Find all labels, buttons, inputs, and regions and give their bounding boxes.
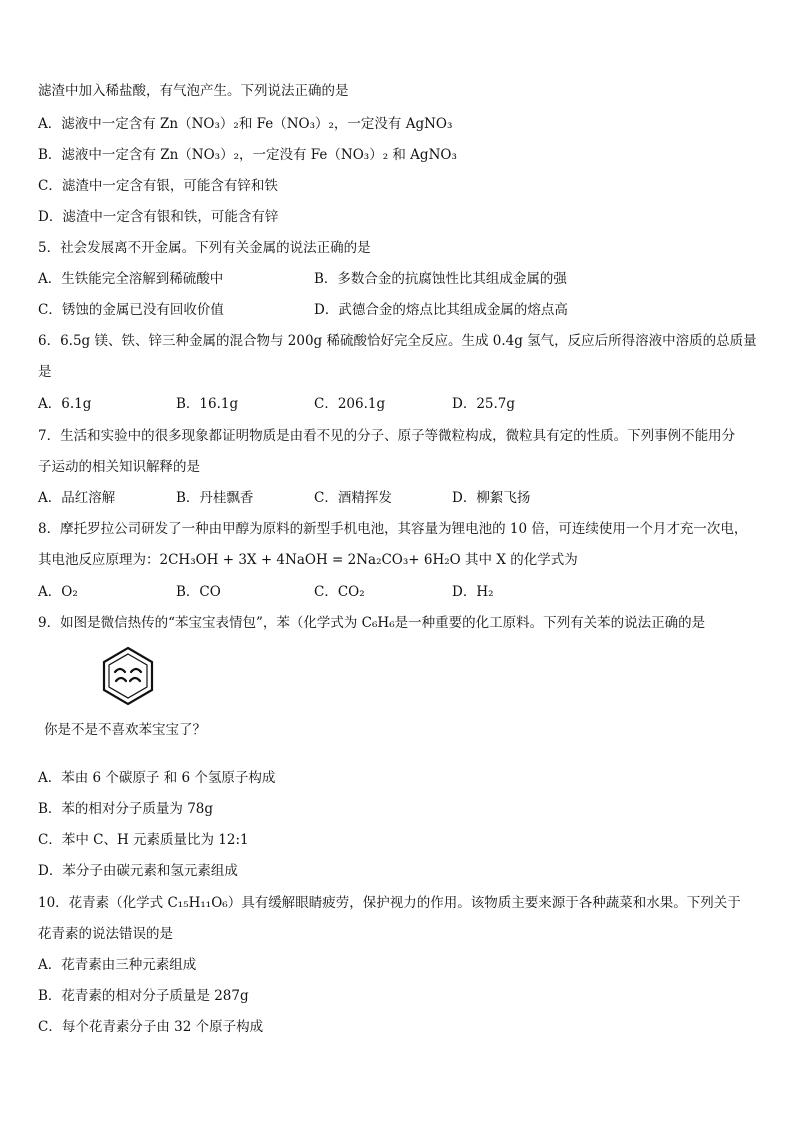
q5-stem: 5．社会发展离不开金属。下列有关金属的说法正确的是 (38, 240, 371, 256)
q7-option-d: D．柳絮飞扬 (452, 490, 531, 506)
q9-option-a: A．苯由 6 个碳原子 和 6 个氢原子构成 (38, 770, 276, 786)
q4-option-d: D．滤渣中一定含有银和铁，可能含有锌 (38, 209, 279, 225)
q10-option-b: B．花青素的相对分子质量是 287g (38, 988, 249, 1004)
q8-stem-cont: 其电池反应原理为：2CH₃OH + 3X + 4NaOH = 2Na₂CO₃+ 6H₂O 其中 X 的化学式为 (38, 552, 578, 568)
q9-caption: 你是不是不喜欢苯宝宝了？ (44, 722, 206, 738)
q6-option-a: A．6.1g (38, 396, 92, 412)
q6-option-c: C．206.1g (314, 396, 386, 412)
q10-stem-cont: 花青素的说法错误的是 (38, 926, 173, 942)
q8-option-a: A．O₂ (38, 584, 78, 600)
q6-stem: 6．6.5g 镁、铁、锌三种金属的混合物与 200g 稀硫酸恰好完全反应。生成 0.4g 氢气，反应后所得溶液中溶质的总质量 (38, 333, 757, 349)
q9-option-c: C．苯中 C、H 元素质量比为 12:1 (38, 832, 249, 848)
q5-option-c: C．锈蚀的金属已没有回收价值 (38, 302, 224, 318)
q10-stem: 10．花青素（化学式 C₁₅H₁₁O₆）具有缓解眼睛疲劳，保护视力的作用。该物质主要来源于各种蔬菜和水果。下列关于 (38, 895, 741, 911)
q7-stem: 7．生活和实验中的很多现象都证明物质是由看不见的分子、原子等微粒构成，微粒具有定的性质。下列事例不能用分 (38, 428, 736, 444)
q6-option-d: D．25.7g (452, 396, 516, 412)
q8-stem: 8．摩托罗拉公司研发了一种由甲醇为原料的新型手机电池，其容量为锂电池的 10 倍，可连续使用一个月才充一次电， (38, 521, 748, 537)
q10-option-c: C．每个花青素分子由 32 个原子构成 (38, 1019, 264, 1035)
q4-option-b: B．滤液中一定含有 Zn（NO₃）₂，一定没有 Fe（NO₃）₂ 和 AgNO₃ (38, 147, 457, 163)
q8-option-d: D．H₂ (452, 584, 494, 600)
q9-option-d: D．苯分子由碳元素和氢元素组成 (38, 863, 238, 879)
q8-option-c: C．CO₂ (314, 584, 365, 600)
q7-option-a: A．品红溶解 (38, 490, 116, 506)
q9-stem: 9．如图是微信热传的“苯宝宝表情包”，苯（化学式为 C₆H₆是一种重要的化工原料。下列有关苯的说法正确的是 (38, 615, 706, 631)
q9-option-b: B．苯的相对分子质量为 78g (38, 801, 214, 817)
q6-option-b: B．16.1g (176, 396, 239, 412)
q4-option-a: A．滤液中一定含有 Zn（NO₃）₂和 Fe（NO₃）₂，一定没有 AgNO₃ (38, 116, 453, 132)
q5-option-b: B．多数合金的抗腐蚀性比其组成金属的强 (314, 271, 567, 287)
q5-option-a: A．生铁能完全溶解到稀硫酸中 (38, 271, 224, 287)
q7-option-b: B．丹桂飘香 (176, 490, 254, 506)
q5-option-d: D．武德合金的熔点比其组成金属的熔点高 (314, 302, 568, 318)
q7-option-c: C．酒精挥发 (314, 490, 392, 506)
q6-stem-cont: 是 (38, 364, 52, 380)
q10-option-a: A．花青素由三种元素组成 (38, 957, 197, 973)
intro-line: 滤渣中加入稀盐酸，有气泡产生。下列说法正确的是 (38, 83, 349, 99)
q8-option-b: B．CO (176, 584, 221, 600)
q4-option-c: C．滤渣中一定含有银，可能含有锌和铁 (38, 178, 278, 194)
benzene-emoji-icon (98, 646, 158, 706)
q7-stem-cont: 子运动的相关知识解释的是 (38, 459, 200, 475)
